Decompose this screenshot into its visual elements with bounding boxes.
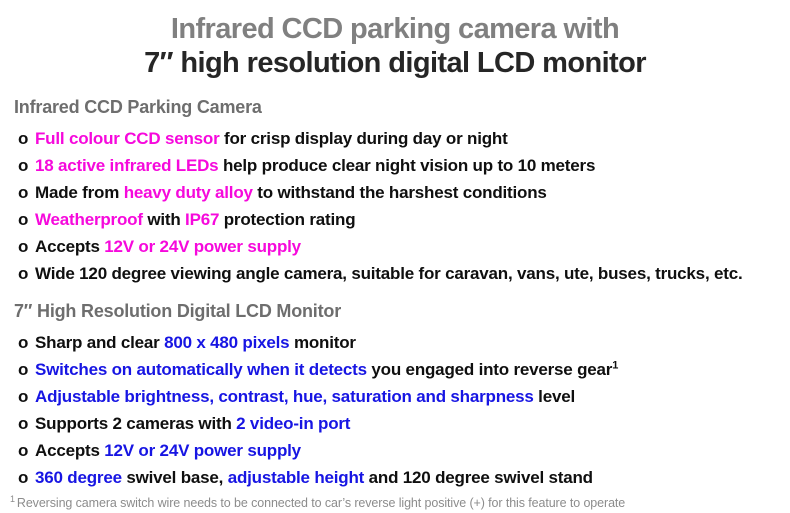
list-item bbox=[14, 356, 776, 383]
bullet-marker: o bbox=[18, 237, 29, 256]
bullet-segment: Weatherproof bbox=[35, 210, 143, 229]
bullet-marker: o bbox=[18, 387, 29, 406]
bullet-segment: Adjustable brightness, contrast, hue, saturation and sharpness bbox=[35, 387, 534, 406]
section-heading-monitor: 7″ High Resolution Digital LCD Monitor bbox=[14, 301, 341, 321]
list-item bbox=[14, 437, 776, 464]
bullet-marker: o bbox=[18, 183, 29, 202]
bullet-segment: with bbox=[142, 210, 186, 229]
bullet-segment: protection rating bbox=[219, 210, 356, 229]
bullet-segment: heavy duty alloy bbox=[123, 183, 253, 202]
bullet-segment: level bbox=[533, 387, 575, 406]
bullet-text bbox=[35, 152, 595, 179]
bullet-text bbox=[35, 356, 618, 383]
monitor-feature-list bbox=[14, 329, 776, 491]
bullet-segment: 360 degree bbox=[35, 468, 122, 487]
bullet-segment: Accepts bbox=[35, 441, 105, 460]
bullet-segment: Accepts bbox=[35, 237, 105, 256]
bullet-segment: Wide 120 degree viewing angle camera, suitable for caravan, vans, ute, buses, trucks, etc. bbox=[35, 264, 743, 283]
bullet-marker: o bbox=[18, 333, 29, 352]
bullet-text bbox=[35, 437, 301, 464]
bullet-text bbox=[35, 179, 547, 206]
bullet-segment: IP67 bbox=[185, 210, 220, 229]
bullet-text bbox=[35, 329, 356, 356]
list-item bbox=[14, 206, 776, 233]
bullet-segment: Sharp and clear bbox=[35, 333, 165, 352]
page-title-line1: Infrared CCD parking camera with bbox=[170, 13, 620, 45]
bullet-text bbox=[35, 125, 508, 152]
list-item bbox=[14, 125, 776, 152]
bullet-segment: and 120 degree swivel stand bbox=[364, 468, 593, 487]
bullet-text bbox=[35, 233, 301, 260]
bullet-text bbox=[35, 464, 593, 491]
list-item bbox=[14, 152, 776, 179]
bullet-segment: 12V or 24V power supply bbox=[104, 237, 301, 256]
list-item bbox=[14, 233, 776, 260]
bullet-marker: o bbox=[18, 210, 29, 229]
bullet-segment: 800 x 480 pixels bbox=[164, 333, 290, 352]
page-title-line2: 7″ high resolution digital LCD monitor bbox=[144, 47, 646, 79]
bullet-segment: Full colour CCD sensor bbox=[35, 129, 220, 148]
bullet-text bbox=[35, 410, 350, 437]
bullet-text bbox=[35, 383, 575, 410]
bullet-marker: o bbox=[18, 264, 29, 283]
bullet-marker: o bbox=[18, 414, 29, 433]
bullet-segment: adjustable height bbox=[227, 468, 365, 487]
bullet-text bbox=[35, 260, 742, 287]
bullet-marker: o bbox=[18, 468, 29, 487]
bullet-marker: o bbox=[18, 441, 29, 460]
bullet-segment: Switches on automatically when it detects bbox=[35, 360, 367, 379]
bullet-segment: 2 video-in port bbox=[236, 414, 351, 433]
footnote bbox=[10, 493, 626, 510]
list-item bbox=[14, 329, 776, 356]
list-item bbox=[14, 179, 776, 206]
bullet-marker: o bbox=[18, 129, 29, 148]
bullet-segment: swivel base, bbox=[121, 468, 228, 487]
bullet-segment: monitor bbox=[289, 333, 356, 352]
bullet-segment: Supports 2 cameras with bbox=[35, 414, 237, 433]
footnote-marker: 1 bbox=[10, 493, 15, 504]
camera-feature-list bbox=[14, 125, 776, 287]
bullet-segment: Made from bbox=[35, 183, 124, 202]
bullet-segment: you engaged into reverse gear bbox=[366, 360, 613, 379]
bullet-segment: to withstand the harshest conditions bbox=[252, 183, 547, 202]
bullet-marker: o bbox=[18, 156, 29, 175]
footnote-text: Reversing camera switch wire needs to be connected to car’s reverse light positive (+) for this feature to operate bbox=[16, 496, 626, 510]
bullet-segment: for crisp display during day or night bbox=[219, 129, 508, 148]
list-item bbox=[14, 464, 776, 491]
bullet-text bbox=[35, 206, 355, 233]
bullet-segment: 18 active infrared LEDs bbox=[35, 156, 219, 175]
list-item bbox=[14, 410, 776, 437]
bullet-marker: o bbox=[18, 360, 29, 379]
footnote-reference: 1 bbox=[612, 359, 619, 372]
section-heading-camera: Infrared CCD Parking Camera bbox=[14, 97, 262, 117]
bullet-segment: 12V or 24V power supply bbox=[104, 441, 301, 460]
bullet-segment: help produce clear night vision up to 10 meters bbox=[218, 156, 596, 175]
list-item bbox=[14, 260, 776, 287]
list-item bbox=[14, 383, 776, 410]
page-title bbox=[14, 12, 776, 80]
